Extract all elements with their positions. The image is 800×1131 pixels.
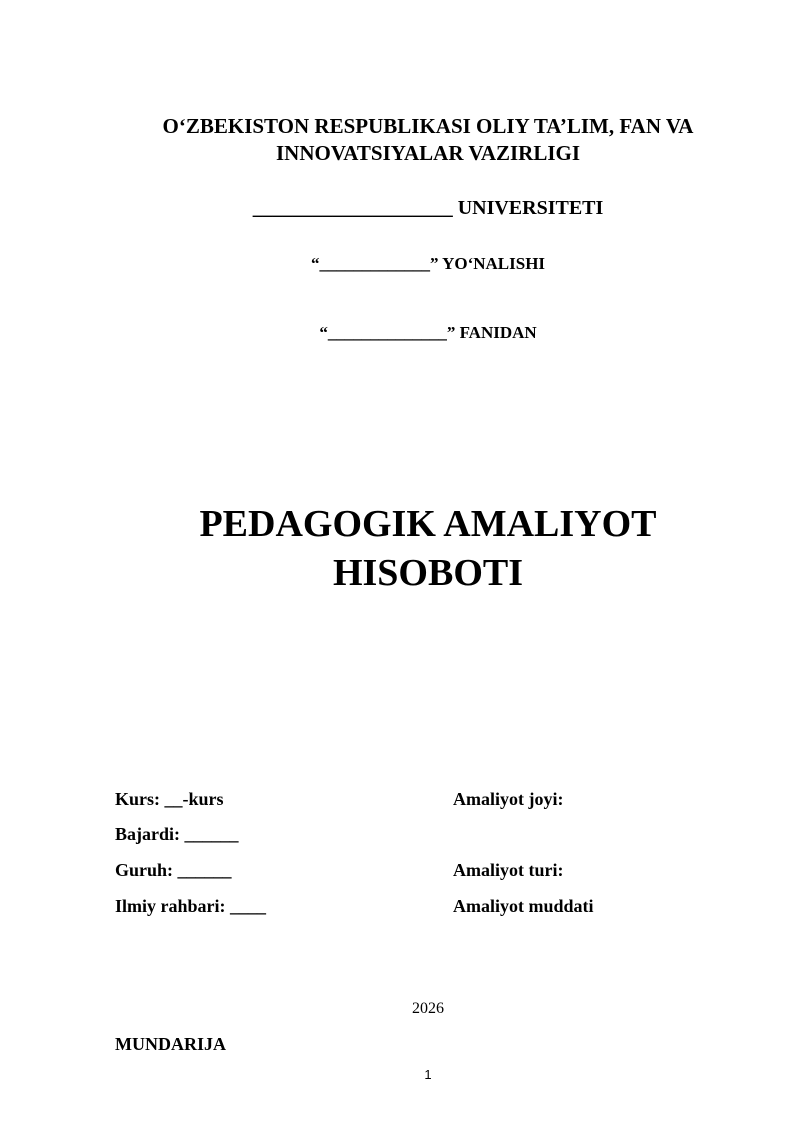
ministry-line-1: O‘ZBEKISTON RESPUBLIKASI OLIY TA’LIM, FAN VA bbox=[162, 114, 694, 138]
supervisor-field: Ilmiy rahbari: ____ bbox=[115, 896, 266, 916]
ministry-line-2: INNOVATSIYALAR VAZIRLIGI bbox=[275, 141, 581, 165]
page-number: 1 bbox=[424, 1067, 432, 1082]
subject-line: “______________” FANIDAN bbox=[319, 323, 537, 342]
practice-place-field: Amaliyot joyi: bbox=[453, 789, 564, 809]
course-field: Kurs: __-kurs bbox=[115, 789, 224, 809]
practice-duration-field: Amaliyot muddati bbox=[453, 896, 594, 916]
report-title-line-1: PEDAGOGIK AMALIYOT bbox=[199, 503, 657, 545]
contents-heading: MUNDARIJA bbox=[115, 1034, 226, 1054]
report-title-line-2: HISOBOTI bbox=[332, 552, 524, 594]
university-name: ____________________ UNIVERSITETI bbox=[252, 197, 604, 219]
document-year: 2026 bbox=[412, 1000, 444, 1017]
group-field: Guruh: ______ bbox=[115, 860, 232, 880]
practice-type-field: Amaliyot turi: bbox=[453, 860, 564, 880]
direction-line: “_____________” YO‘NALISHI bbox=[310, 254, 546, 273]
performer-field: Bajardi: ______ bbox=[115, 824, 239, 844]
